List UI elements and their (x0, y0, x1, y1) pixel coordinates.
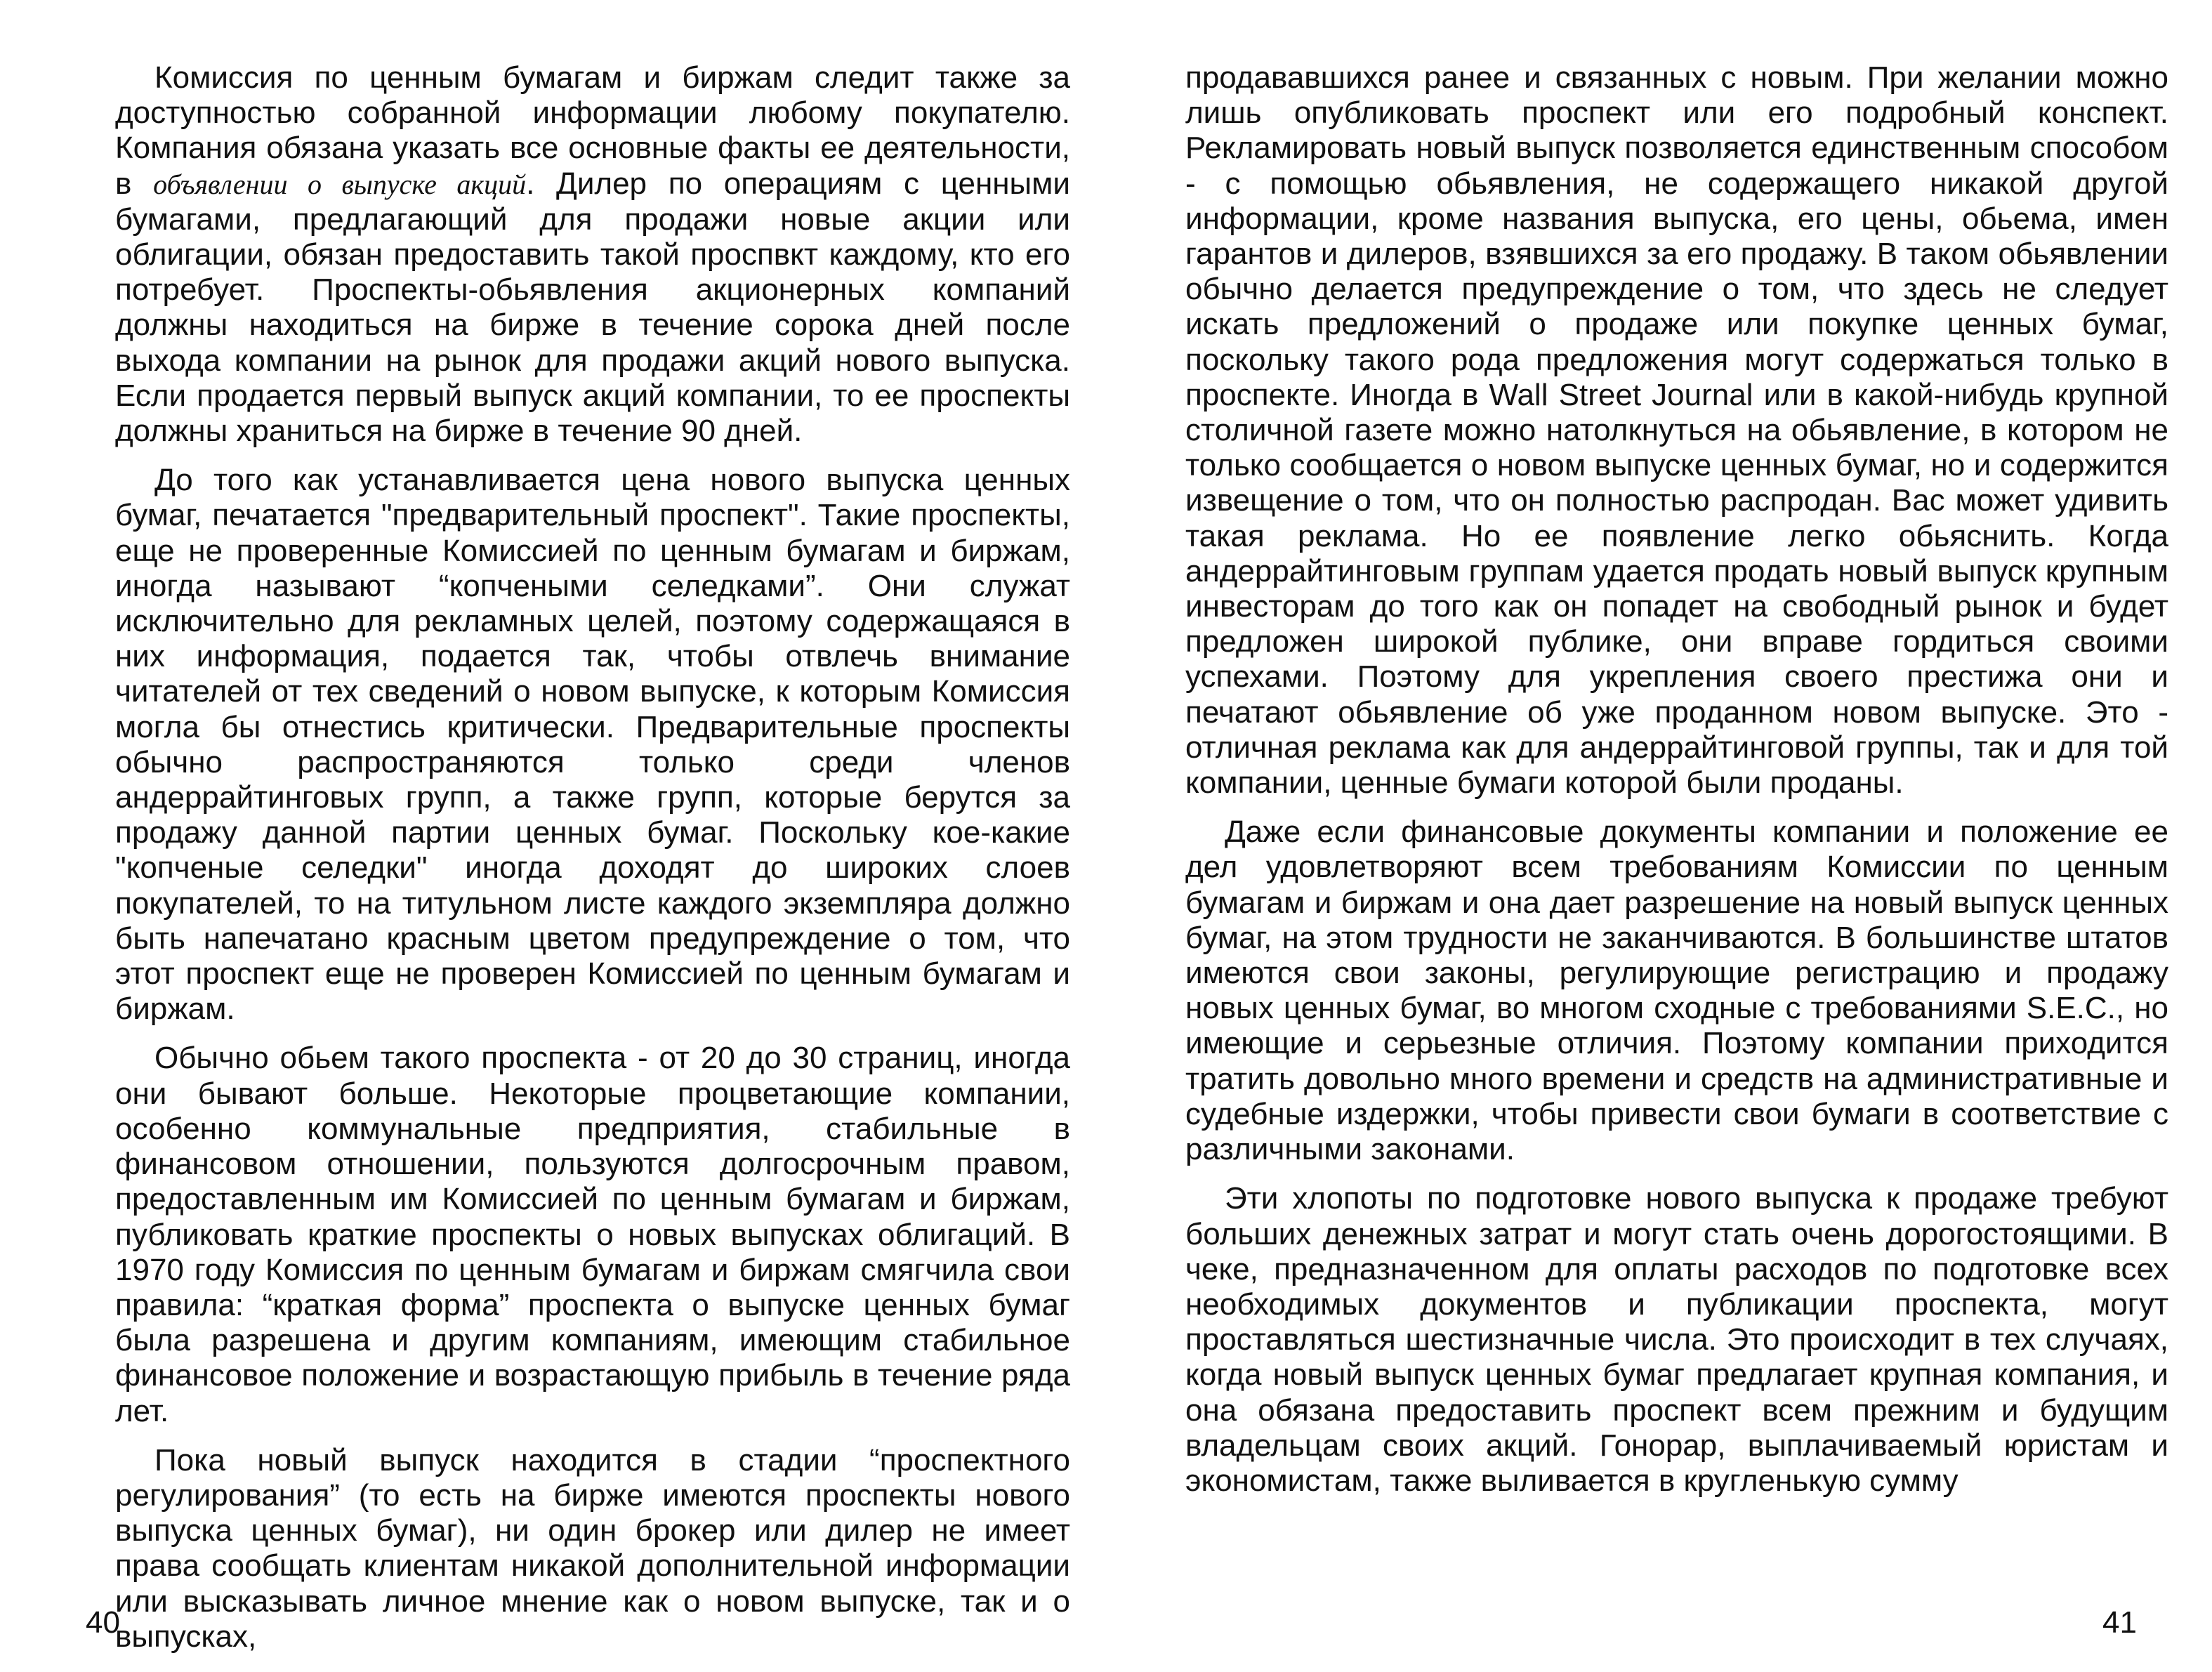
right-page (1185, 60, 2168, 1513)
right-paragraph-2: Даже если финансовые документы компании и положение ее дел удовлетворяют всем требованиям Комиссии по ценным бумагам и биржам и она дает разрешение на новый выпуск ценных бумаг, на этом трудности не заканчиваются. В большинстве штатов имеются свои законы, регулирующие регистрацию и продажу новых ценных бумаг, во многом сходные с требованиями S.E.C., но имеющие и серьезные отличия. Поэтому компании приходится тратить довольно много времени и средств на административные и судебные издержки, чтобы привести свои бумаги в соответствие с различными законами. (1185, 815, 2168, 1167)
right-paragraph-3: Эти хлопоты по подготовке нового выпуска к продаже требуют больших денежных затрат и могут стать очень дорогостоящими. В чеке, предназначенном для оплаты расходов по подготовке всех необходимых документов и публикации проспекта, могут проставляться шестизначные числа. Это происходит в тех случаях, когда новый выпуск ценных бумаг предлагает крупная компания, и она обязана предоставить проспект всем прежним и будущим владельцам своих акций. Гонорар, выплачиваемый юристам и экономистам, также выливается в кругленькую сумму (1185, 1181, 2168, 1498)
left-paragraph-3: Обычно обьем такого проспекта - от 20 до 30 страниц, иногда они бывают больше. Некоторые процветающие компании, особенно коммунальные предприятия, стабильные в финансовом отношении, пользуются долгосрочным правом, предоставленным им Комиссией по ценным бумагам и биржам, публиковать краткие проспекты о новых выпусках облигаций. В 1970 году Комиссия по ценным бумагам и биржам смягчила свои правила: “краткая форма” проспекта о выпуске ценных бумаг была разрешена и другим компаниям, имеющим стабильное финансовое положение и возрастающую прибыль в течение ряда лет. (115, 1041, 1070, 1428)
left-paragraph-1 (115, 60, 1070, 449)
right-page-number: 41 (2102, 1605, 2137, 1640)
left-page-number: 40 (86, 1605, 120, 1640)
left-paragraph-1-text-before: Комиссия по ценным бумагам и биржам следит также за доступностью собранной информации любому покупателю. Компания обязана указать все основные факты ее деятельности, в (115, 60, 1070, 201)
left-paragraph-1-text-after: . Дилер по операциям с ценными бумагами, предлагающий для продажи новые акции или облигации, обязан предоставить такой проспвкт каждому, кто его потребует. Проспекты-обьявления акционерных компаний должны находиться на бирже в течение сорока дней после выхода компании на рынок для продажи акций нового выпуска. Если продается первый выпуск акций компании, то ее проспекты должны храниться на бирже в течение 90 дней. (115, 166, 1070, 449)
left-paragraph-1-emphasis: объявлении о выпуске акций (153, 168, 527, 200)
right-paragraph-1: продававшихся ранее и связанных с новым. При желании можно лишь опубликовать проспект или его подробный конспект. Рекламировать новый выпуск позволяется единственным способом - с помощью обьявления, не содержащего никакой другой информации, кроме названия выпуска, его цены, обьема, имен гарантов и дилеров, взявшихся за его продажу. В таком обьявлении обычно делается предупреждение о том, что здесь не следует искать предложений о продаже или покупке ценных бумаг, поскольку такого рода предложения могут содержаться только в проспекте. Иногда в Wall Street Journal или в какой-нибудь крупной столичной газете можно натолкнуться на обьявление, в котором не только сообщается о новом выпуске ценных бумаг, но и содержится извещение о том, что он полностью распродан. Вас может удивить такая реклама. Но ее появление легко обьяснить. Когда андеррайтинговым группам удается продать новый выпуск крупным инвесторам до того как он попадет на свободный рынок и будет предложен широкой публике, они вправе гордиться своими успехами. Поэтому для укрепления своего престижа они и печатают обьявление об уже проданном новом выпуске. Это - отличная реклама как для андеррайтинговой группы, так и для той компании, ценные бумаги которой были проданы. (1185, 60, 2168, 801)
left-page (115, 60, 1070, 1668)
left-paragraph-2: До того как устанавливается цена нового выпуска ценных бумаг, печатается "предварительный проспект". Такие проспекты, еще не проверенные Комиссией по ценным бумагам и биржам, иногда называют “копчеными селедками”. Они служат исключительно для рекламных целей, поэтому содержащаяся в них информация, подается так, чтобы отвлечь внимание читателей от тех сведений о новом выпуске, к которым Комиссия могла бы отнестись критически. Предварительные проспекты обычно распространяются только среди членов андеррайтинговых групп, а также групп, которые берутся за продажу данной партии ценных бумаг. Поскольку кое-какие "копченые селедки" иногда доходят до широких слоев покупателей, то на титульном листе каждого экземпляра должно быть напечатано красным цветом предупреждение о том, что этот проспект еще не проверен Комиссией по ценным бумагам и биржам. (115, 463, 1070, 1027)
left-paragraph-4: Пока новый выпуск находится в стадии “проспектного регулирования” (то есть на бирже имеются проспекты нового выпуска ценных бумаг), ни один брокер или дилер не имеет права сообщать клиентам никакой дополнительной информации или высказывать личное мнение как о новом выпуске, так и о выпусках, (115, 1442, 1070, 1654)
